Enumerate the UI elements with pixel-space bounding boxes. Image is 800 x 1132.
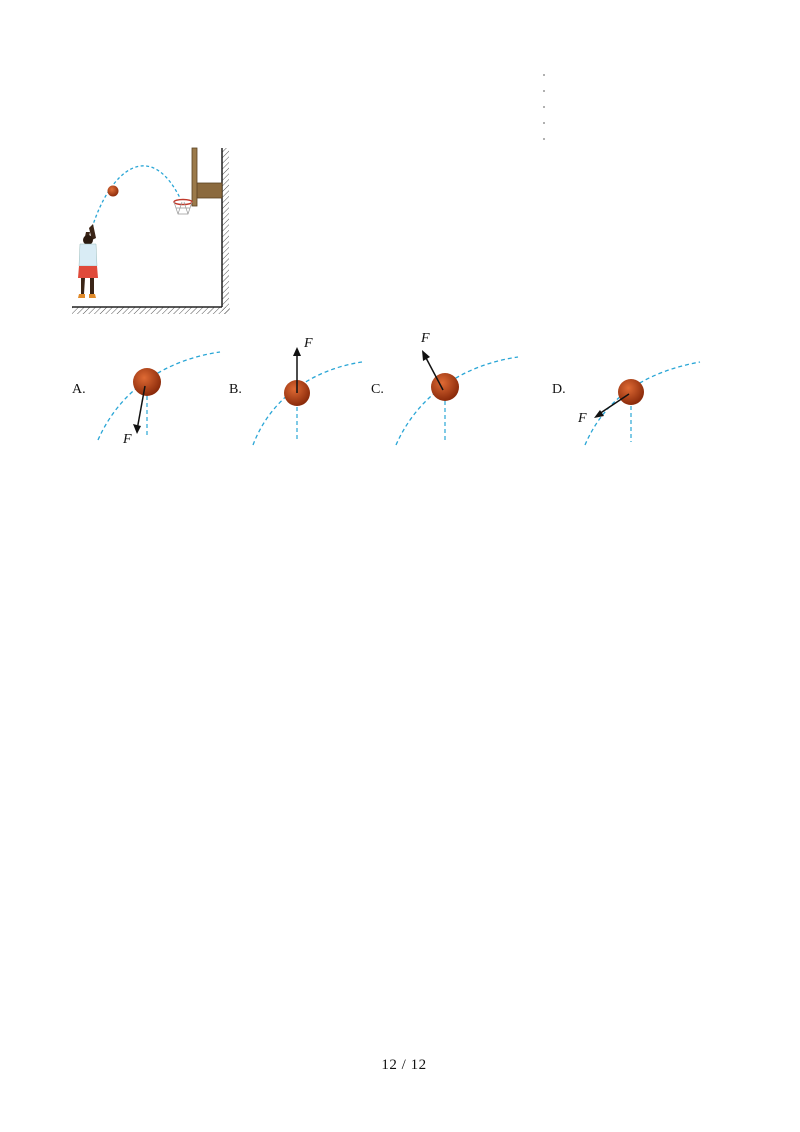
- option-b-figure: [250, 330, 370, 450]
- option-b-trajectory: [253, 362, 362, 445]
- ball-trajectory: [92, 166, 180, 228]
- option-a-arrowhead: [133, 424, 141, 434]
- option-c-label: C.: [371, 382, 384, 397]
- option-a-trajectory: [98, 352, 220, 440]
- option-a-ball: [133, 368, 161, 396]
- option-d-label: D.: [552, 382, 566, 397]
- option-c-trajectory: [396, 357, 518, 445]
- wall-hatching: [222, 148, 229, 314]
- option-c-figure: [393, 330, 523, 450]
- backboard: [192, 148, 197, 206]
- option-b-force-label: F: [304, 336, 313, 351]
- option-b-arrowhead: [293, 347, 301, 356]
- hoop-support: [196, 183, 222, 198]
- player-figure: [78, 224, 98, 298]
- hoop-rim: [174, 200, 192, 205]
- option-d-force-label: F: [578, 411, 587, 426]
- basketball: [108, 186, 119, 197]
- option-c-force-label: F: [421, 331, 430, 346]
- option-d-trajectory: [585, 362, 700, 445]
- option-d-force-arrow: [599, 394, 629, 414]
- option-a-force-label: F: [123, 432, 132, 447]
- option-a-label: A.: [72, 382, 86, 397]
- page-number: 12 / 12: [381, 1057, 427, 1073]
- basketball-scene-figure: [70, 140, 235, 320]
- option-d-ball: [618, 379, 644, 405]
- floor-hatching: [72, 307, 230, 314]
- option-b-label: B.: [229, 382, 242, 397]
- option-d-figure: [575, 330, 705, 450]
- option-c-ball: [431, 373, 459, 401]
- option-a-figure: [95, 330, 225, 450]
